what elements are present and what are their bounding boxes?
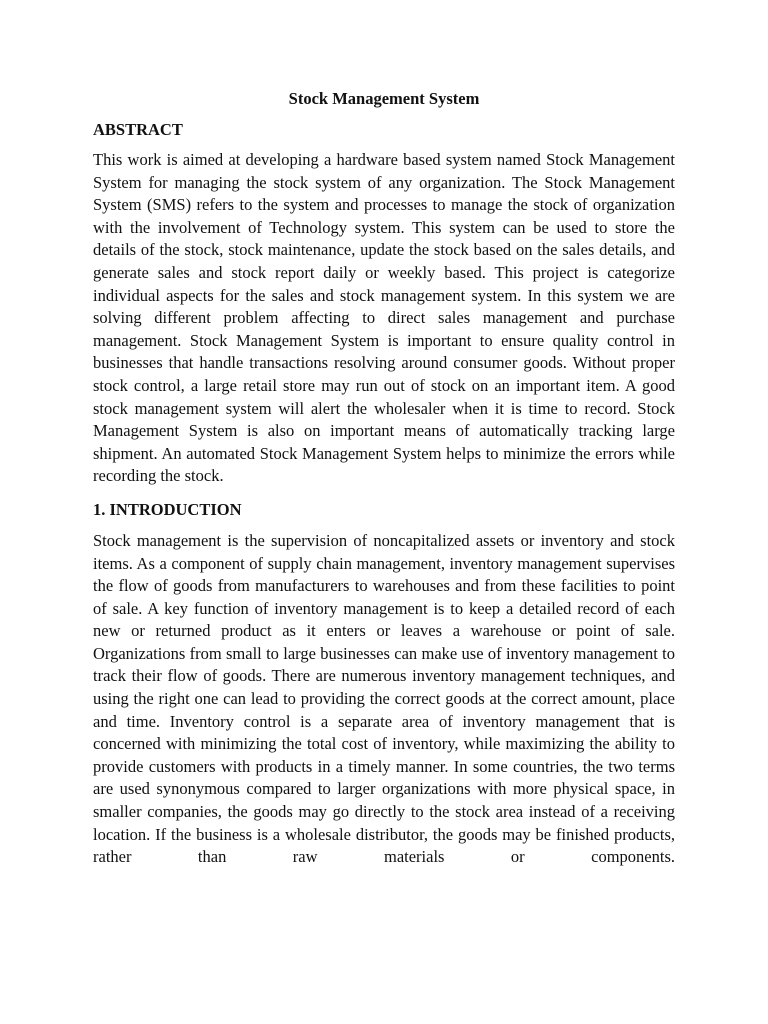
introduction-heading: 1. INTRODUCTION — [93, 499, 242, 519]
introduction-paragraph: Stock management is the supervision of noncapitalized assets or inventory and stock items. As a component of supply chain management, inventory management supervises the flow of goods from manufacturers to warehouses and from these facilities to point of sale. A key function of inventory management is to keep a detailed record of each new or returned product as it enters or leaves a warehouse or point of sale. Organizations from small to large businesses can make use of inventory management to track their flow of goods. There are numerous inventory management techniques, and using the right one can lead to providing the correct goods at the correct amount, place and time. Inventory control is a separate area of inventory management that is concerned with minimizing the total cost of inventory, while maximizing the ability to provide customers with products in a timely manner. In some countries, the two terms are used synonymous compared to larger organizations with more physical space, in smaller companies, the goods may go directly to the stock area instead of a receiving location. If the business is a wholesale distributor, the goods may be finished products, rather than raw materials or components. — [93, 530, 675, 867]
document-title: Stock Management System — [288, 89, 480, 108]
document-page — [93, 0, 675, 869]
abstract-heading: ABSTRACT — [93, 120, 183, 139]
abstract-paragraph: This work is aimed at developing a hardware based system named Stock Management System for managing the stock system of any organization. The Stock Management System (SMS) refers to the system and processes to manage the stock of organization with the involvement of Technology system. This system can be used to store the details of the stock, stock maintenance, update the stock based on the sales details, and generate sales and stock report daily or weekly based. This project is categorize individual aspects for the sales and stock management system. In this system we are solving different problem affecting to direct sales management and purchase management. Stock Management System is important to ensure quality control in businesses that handle transactions resolving around consumer goods. Without proper stock control, a large retail store may run out of stock on an important item. A good stock management system will alert the wholesaler when it is time to record. Stock Management System is also on important means of automatically tracking large shipment. An automated Stock Management System helps to minimize the errors while recording the stock. — [93, 150, 675, 486]
